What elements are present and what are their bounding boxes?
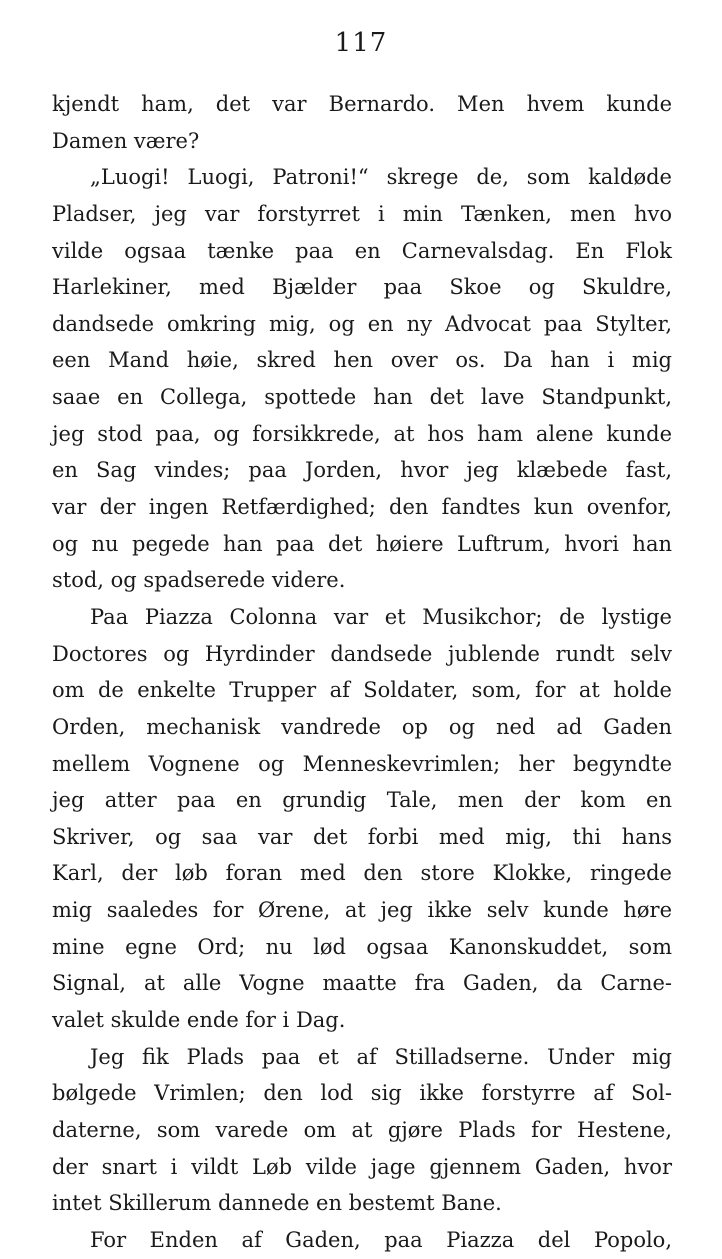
page-number: 117 (334, 28, 388, 58)
text-line: kjendt ham, det var Bernardo. Men hvem kunde (52, 92, 672, 116)
text-line: vilde ogsaa tænke paa en Carnevalsdag. En Flok (52, 238, 672, 263)
text-line: daterne, som varede om at gjøre Plads for Hestene, (52, 1117, 672, 1142)
text-line: der snart i vildt Løb vilde jage gjennem Gaden, hvor (52, 1154, 672, 1179)
text-line: Signal, at alle Vogne maatte fra Gaden, da Carne- (52, 971, 672, 996)
text-line: valet skulde ende for i Dag. (52, 1008, 346, 1033)
body-text (52, 86, 672, 1259)
text-line: Skriver, og saa var det forbi med mig, thi hans (52, 824, 672, 849)
text-line: Damen være? (52, 128, 200, 153)
text-line: een Mand høie, skred hen over os. Da han i mig (52, 348, 672, 373)
text-line: Karl, der løb foran med den store Klokke, ringede (52, 861, 672, 886)
text-line: Pladser, jeg var forstyrret i min Tænken, men hvo (52, 201, 672, 226)
text-line: mine egne Ord; nu lød ogsaa Kanonskuddet, som (52, 934, 672, 959)
text-line: mellem Vognene og Menneskevrimlen; her begyndte (52, 751, 672, 776)
text-line: bølgede Vrimlen; den lod sig ikke forstyrre af Sol- (52, 1081, 672, 1106)
text-line: en Sag vindes; paa Jorden, hvor jeg klæbede fast, (52, 458, 672, 483)
text-line: om de enkelte Trupper af Soldater, som, for at holde (52, 678, 672, 703)
text-line: saae en Collega, spottede han det lave Standpunkt, (52, 385, 672, 410)
text-line: Orden, mechanisk vandrede op og ned ad Gaden (52, 714, 672, 739)
text-line: intet Skillerum dannede en bestemt Bane. (52, 1191, 502, 1216)
text-line: Jeg fik Plads paa et af Stilladserne. Under mig (90, 1044, 672, 1069)
text-line: Harlekiner, med Bjælder paa Skoe og Skuldre, (52, 275, 672, 300)
text-line: og nu pegede han paa det høiere Luftrum, hvori han (52, 531, 672, 556)
text-line: jeg atter paa en grundig Tale, men der kom en (52, 788, 672, 813)
text-line: mig saaledes for Ørene, at jeg ikke selv kunde høre (52, 898, 672, 923)
text-line: var der ingen Retfærdighed; den fandtes kun ovenfor, (52, 495, 672, 520)
text-line: dandsede omkring mig, og en ny Advocat paa Stylter, (52, 311, 672, 336)
text-line: jeg stod paa, og forsikkrede, at hos ham alene kunde (52, 421, 672, 446)
text-line: stod, og spadserede videre. (52, 568, 346, 593)
text-line: Doctores og Hyrdinder dandsede jublende rundt selv (52, 641, 672, 666)
text-line: Paa Piazza Colonna var et Musikchor; de lystige (90, 604, 672, 629)
text-line: For Enden af Gaden, paa Piazza del Popolo, (90, 1227, 672, 1252)
text-line: „Luogi! Luogi, Patroni!“ skrege de, som kaldøde (90, 165, 672, 190)
